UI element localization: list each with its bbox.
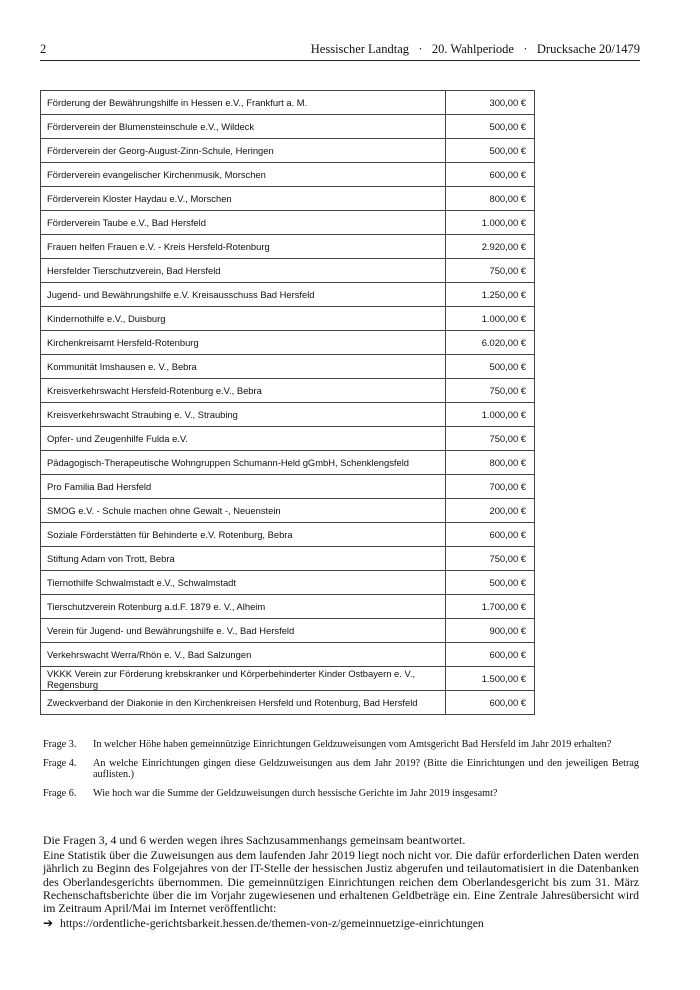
question-label: Frage 3. xyxy=(43,739,77,750)
amount-cell: 750,00 € xyxy=(446,259,535,283)
table-row xyxy=(41,619,535,643)
amount-cell: 6.020,00 € xyxy=(446,331,535,355)
institution-name: VKKK Verein zur Förderung krebskranker und Körperbehinderter Kinder Ostbayern e. V., Regensburg xyxy=(41,667,446,691)
question-label: Frage 4. xyxy=(43,757,77,769)
amount-cell: 600,00 € xyxy=(446,523,535,547)
table-row xyxy=(41,163,535,187)
institution-name: Förderverein der Georg-August-Zinn-Schule, Heringen xyxy=(41,139,446,163)
amount-cell: 800,00 € xyxy=(446,187,535,211)
amount-cell: 600,00 € xyxy=(446,691,535,715)
institution-name: Kirchenkreisamt Hersfeld-Rotenburg xyxy=(41,331,446,355)
running-title: Hessischer Landtag · 20. Wahlperiode · Drucksache 20/1479 xyxy=(310,42,640,56)
amount-cell: 900,00 € xyxy=(446,619,535,643)
amount-cell: 500,00 € xyxy=(446,139,535,163)
institution-name: Kreisverkehrswacht Straubing e. V., Straubing xyxy=(41,403,446,427)
institution-name: Förderung der Bewährungshilfe in Hessen e.V., Frankfurt a. M. xyxy=(41,91,446,115)
table-row xyxy=(41,331,535,355)
amount-cell: 500,00 € xyxy=(446,571,535,595)
institution-name: Förderverein Kloster Haydau e.V., Morschen xyxy=(41,187,446,211)
amount-cell: 800,00 € xyxy=(446,451,535,475)
amount-cell: 300,00 € xyxy=(446,91,535,115)
table-row xyxy=(41,211,535,235)
question-item xyxy=(43,788,639,800)
amount-cell: 600,00 € xyxy=(446,643,535,667)
table-row xyxy=(41,547,535,571)
answer-block xyxy=(43,834,639,930)
table-row xyxy=(41,283,535,307)
table-row xyxy=(41,427,535,451)
amount-cell: 750,00 € xyxy=(446,547,535,571)
amount-cell: 1.500,00 € xyxy=(446,667,535,691)
amount-cell: 2.920,00 € xyxy=(446,235,535,259)
table-row xyxy=(41,451,535,475)
amount-cell: 200,00 € xyxy=(446,499,535,523)
link-row xyxy=(43,917,639,930)
question-text: Wie hoch war die Summe der Geldzuweisungen durch hessische Gerichte im Jahr 2019 insgesamt? xyxy=(93,787,498,799)
question-text: In welcher Höhe haben gemeinnützige Einrichtungen Geldzuweisungen vom Amtsgericht Bad Hersfeld im Jahr 2019 erhalten? xyxy=(93,739,612,750)
table-row xyxy=(41,499,535,523)
table-row xyxy=(41,355,535,379)
allocation-table xyxy=(40,90,535,715)
institution-name: Kommunität Imshausen e. V., Bebra xyxy=(41,355,446,379)
institution-name: Hersfelder Tierschutzverein, Bad Hersfeld xyxy=(41,259,446,283)
institution-name: Förderverein Taube e.V., Bad Hersfeld xyxy=(41,211,446,235)
table-row xyxy=(41,595,535,619)
amount-cell: 1.250,00 € xyxy=(446,283,535,307)
institution-name: Förderverein der Blumensteinschule e.V., Wildeck xyxy=(41,115,446,139)
amount-cell: 600,00 € xyxy=(446,163,535,187)
table-row xyxy=(41,571,535,595)
institution-name: Stiftung Adam von Trott, Bebra xyxy=(41,547,446,571)
page-header xyxy=(40,40,640,61)
question-item xyxy=(43,758,639,781)
question-text: An welche Einrichtungen gingen diese Geldzuweisungen aus dem Jahr 2019? (Bitte die Einrichtungen und den jeweiligen Betrag auflisten.) xyxy=(93,757,639,781)
institution-name: Verkehrswacht Werra/Rhön e. V., Bad Salzungen xyxy=(41,643,446,667)
table-row xyxy=(41,187,535,211)
institution-name: Soziale Förderstätten für Behinderte e.V. Rotenburg, Bebra xyxy=(41,523,446,547)
amount-cell: 1.700,00 € xyxy=(446,595,535,619)
table-row xyxy=(41,475,535,499)
answer-body: Eine Statistik über die Zuweisungen aus dem laufenden Jahr 2019 liegt noch nicht vor. Die dafür erforderlichen Daten werden jährlich zu Beginn des Folgejahres von der IT-Stelle der hessischen Justiz abgerufen und teilautomatisiert in die Datenbanken des Oberlandesgerichts übernommen. Die gemeinnützigen Einrichtungen reichen dem Oberlandesgericht bis zum 31. März Rechenschaftsberichte über die im Vorjahr zugewiesenen und erhaltenen Geldbeträge ein. Eine Zentrale Jahresübersicht wird im Zeitraum April/Mai im Internet veröffentlicht: xyxy=(43,848,639,916)
question-label: Frage 6. xyxy=(43,787,77,799)
table-row xyxy=(41,379,535,403)
amount-cell: 500,00 € xyxy=(446,355,535,379)
page-number: 2 xyxy=(40,42,47,56)
questions-block xyxy=(43,739,639,806)
table-row xyxy=(41,115,535,139)
table-row xyxy=(41,235,535,259)
amount-cell: 750,00 € xyxy=(446,427,535,451)
institution-name: Pro Familia Bad Hersfeld xyxy=(41,475,446,499)
amount-cell: 500,00 € xyxy=(446,115,535,139)
statistics-link[interactable]: https://ordentliche-gerichtsbarkeit.hessen.de/themen-von-z/gemeinnuetzige-einrichtungen xyxy=(59,916,484,931)
table-row xyxy=(41,139,535,163)
table-row xyxy=(41,667,535,691)
institution-name: Tierschutzverein Rotenburg a.d.F. 1879 e. V., Alheim xyxy=(41,595,446,619)
answer-intro: Die Fragen 3, 4 und 6 werden wegen ihres Sachzusammenhangs gemeinsam beantwortet. xyxy=(43,833,466,847)
institution-name: Förderverein evangelischer Kirchenmusik, Morschen xyxy=(41,163,446,187)
institution-name: Frauen helfen Frauen e.V. - Kreis Hersfeld-Rotenburg xyxy=(41,235,446,259)
institution-name: Kindernothilfe e.V., Duisburg xyxy=(41,307,446,331)
institution-name: Zweckverband der Diakonie in den Kirchenkreisen Hersfeld und Rotenburg, Bad Hersfeld xyxy=(41,691,446,715)
amount-cell: 1.000,00 € xyxy=(446,211,535,235)
institution-name: SMOG e.V. - Schule machen ohne Gewalt -, Neuenstein xyxy=(41,499,446,523)
institution-name: Tiernothilfe Schwalmstadt e.V., Schwalmstadt xyxy=(41,571,446,595)
amount-cell: 1.000,00 € xyxy=(446,307,535,331)
table-row xyxy=(41,403,535,427)
institution-name: Opfer- und Zeugenhilfe Fulda e.V. xyxy=(41,427,446,451)
amount-cell: 700,00 € xyxy=(446,475,535,499)
amount-cell: 1.000,00 € xyxy=(446,403,535,427)
institution-name: Verein für Jugend- und Bewährungshilfe e. V., Bad Hersfeld xyxy=(41,619,446,643)
table-row xyxy=(41,307,535,331)
institution-name: Kreisverkehrswacht Hersfeld-Rotenburg e.V., Bebra xyxy=(41,379,446,403)
table-row xyxy=(41,259,535,283)
institution-name: Pädagogisch-Therapeutische Wohngruppen Schumann-Held gGmbH, Schenklengsfeld xyxy=(41,451,446,475)
amount-cell: 750,00 € xyxy=(446,379,535,403)
table-row xyxy=(41,523,535,547)
table-row xyxy=(41,691,535,715)
table-row xyxy=(41,91,535,115)
table-row xyxy=(41,643,535,667)
institution-name: Jugend- und Bewährungshilfe e.V. Kreisausschuss Bad Hersfeld xyxy=(41,283,446,307)
question-item xyxy=(43,739,639,751)
arrow-right-icon: ➔ xyxy=(43,916,53,931)
